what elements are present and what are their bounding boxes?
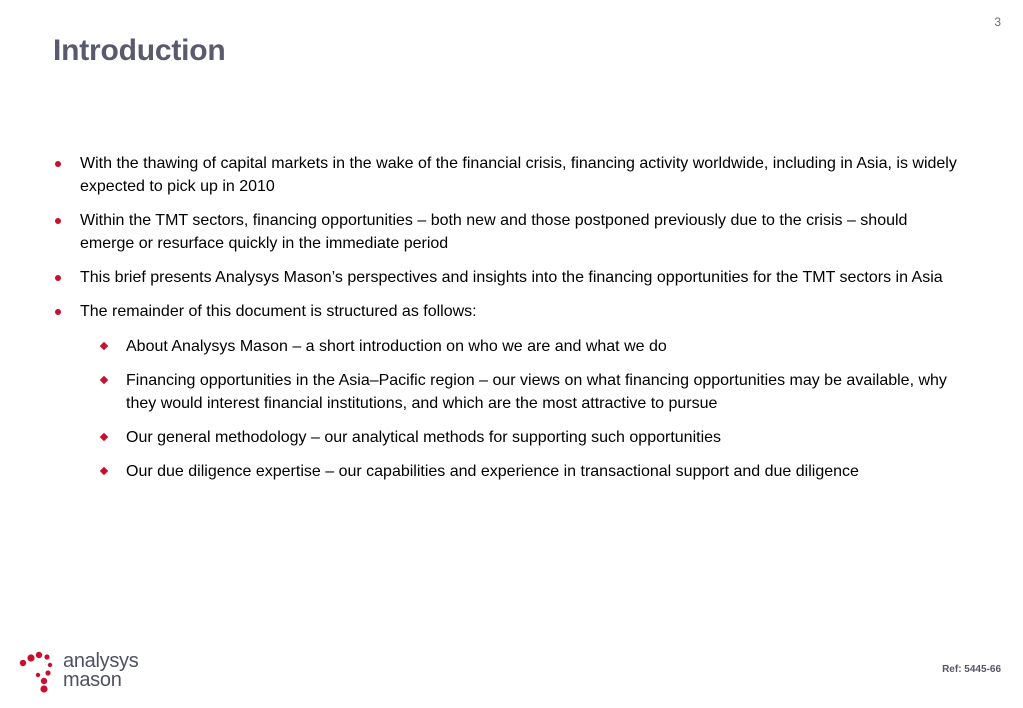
sub-bullet-text: Our due diligence expertise – our capabilities and experience in transactional support and due diligence (126, 463, 859, 480)
diamond-bullet-icon (100, 342, 108, 350)
sub-bullet-item (80, 369, 958, 415)
bullet-item (53, 209, 958, 255)
bullet-dot-icon (55, 309, 61, 315)
logo-line-1: analysys (63, 650, 139, 672)
sub-bullet-item (80, 426, 958, 449)
dot-cluster-icon (17, 649, 63, 695)
bullet-text: This brief presents Analysys Mason’s perspectives and insights into the financing opportunities for the TMT sectors in Asia (80, 269, 943, 286)
bullet-dot-icon (55, 275, 61, 281)
sub-bullet-text: Financing opportunities in the Asia–Pacific region – our views on what financing opportunities may be available, why they would interest financial institutions, and which are the most attractive to pursue (126, 372, 947, 412)
reference-number: Ref: 5445-66 (942, 664, 1001, 675)
sub-bullet-list (80, 335, 958, 483)
diamond-bullet-icon (100, 376, 108, 384)
diamond-bullet-icon (100, 433, 108, 441)
sub-bullet-text: About Analysys Mason – a short introduction on who we are and what we do (126, 338, 667, 355)
bullet-dot-icon (55, 218, 61, 224)
bullet-item (53, 266, 958, 289)
analysys-mason-logo (17, 649, 157, 697)
sub-bullet-item (80, 460, 958, 483)
sub-bullet-text: Our general methodology – our analytical methods for supporting such opportunities (126, 429, 722, 446)
page-title: Introduction (53, 34, 226, 67)
bullet-list (53, 152, 958, 494)
logo-wordmark (63, 652, 138, 690)
bullet-dot-icon (55, 161, 61, 167)
bullet-item (53, 152, 958, 198)
bullet-text: The remainder of this document is structured as follows: (80, 303, 477, 320)
logo-line-2: mason (63, 669, 122, 691)
sub-bullet-item (80, 335, 958, 358)
bullet-text: Within the TMT sectors, financing opportunities – both new and those postponed previously due to the crisis – should emerge or resurface quickly in the immediate period (80, 212, 908, 252)
bullet-text: With the thawing of capital markets in the wake of the financial crisis, financing activity worldwide, including in Asia, is widely expected to pick up in 2010 (80, 155, 957, 195)
page-number: 3 (994, 15, 1001, 29)
diamond-bullet-icon (100, 467, 108, 475)
bullet-item (53, 300, 958, 483)
